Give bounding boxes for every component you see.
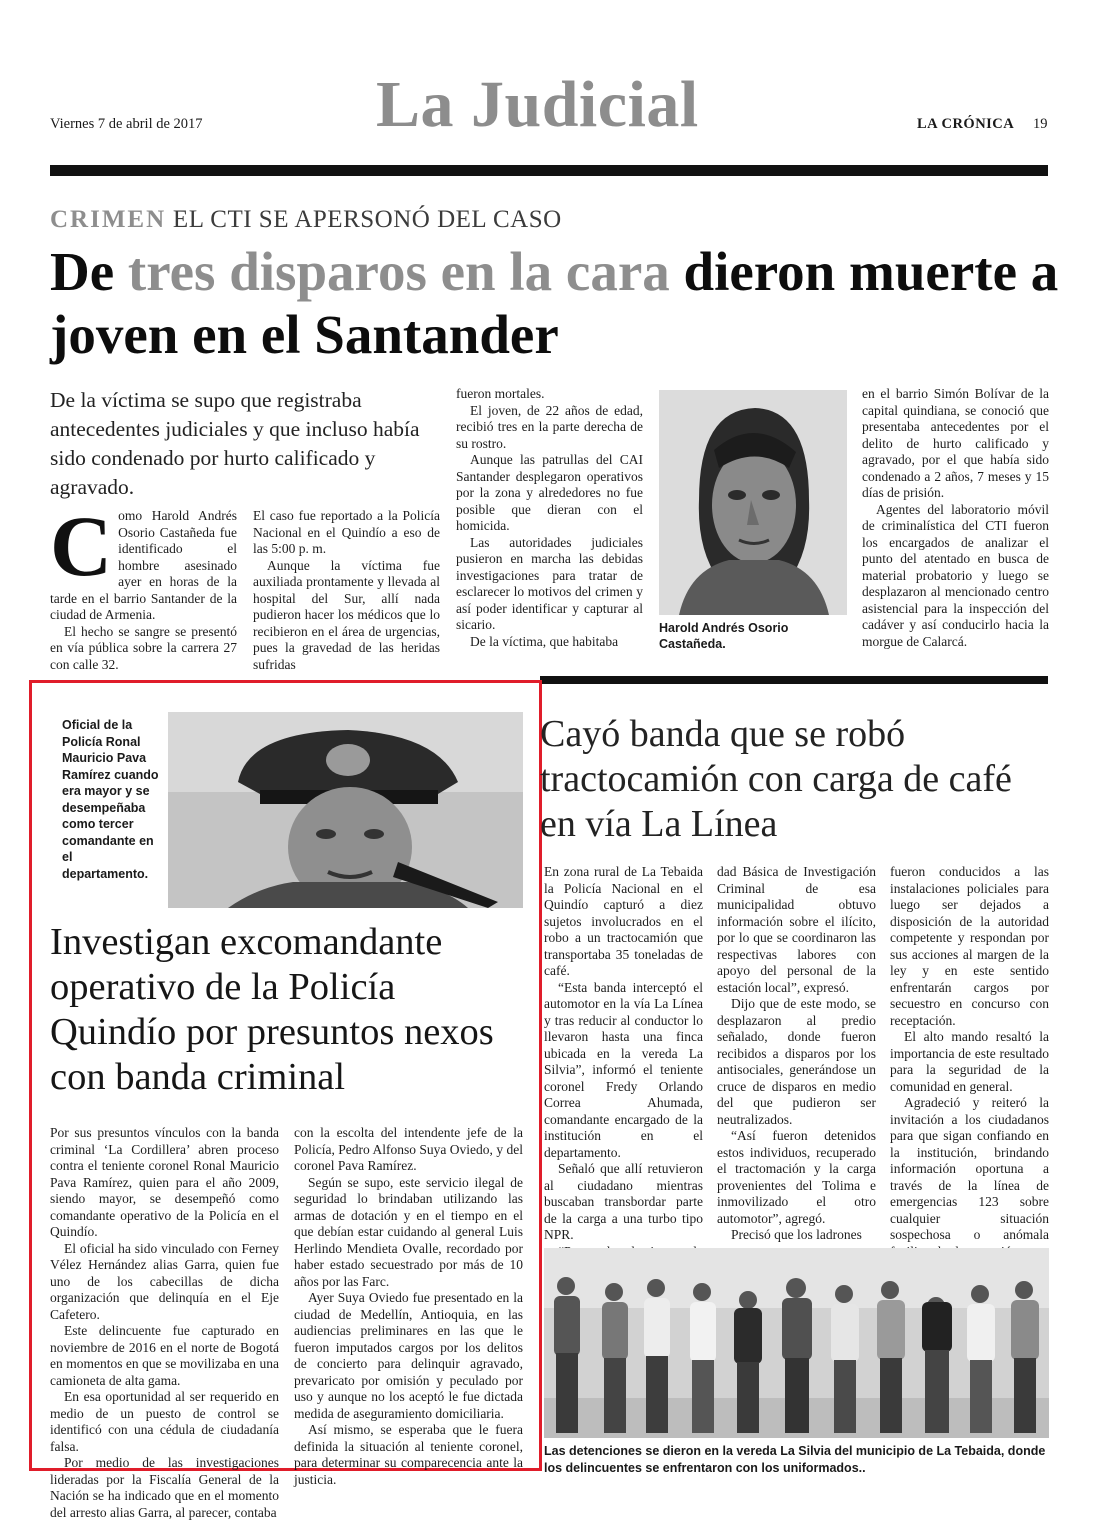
story3-column-2 xyxy=(717,864,876,1244)
story1-column-3 xyxy=(456,386,643,650)
paragraph: El joven, de 22 años de edad, recibió tres en la parte derecha de su rostro. xyxy=(456,402,643,451)
officer-portrait-image xyxy=(168,712,523,908)
paragraph: Así mismo, se esperaba que le fuera definida la situación al teniente coronel, para determinar su comparecencia ante la justicia. xyxy=(294,1422,523,1487)
issue-date: Viernes 7 de abril de 2017 xyxy=(50,116,203,132)
story1-column-4 xyxy=(862,386,1049,650)
story1-kicker xyxy=(50,206,562,234)
paragraph: El caso fue reportado a la Policía Nacional en el Quindío a eso de las 5:00 p. m. xyxy=(253,508,440,556)
paragraph: El hecho se sangre se presentó en vía pública sobre la carrera 27 con calle 32. xyxy=(50,623,237,672)
paragraph: Ayer Suya Oviedo fue presentado en la ciudad de Medellín, Antioquia, en las audiencias preliminares en las que le fueron imputados cargos por los delitos de concierto para delinquir agravado, prevaricato por omisión y peculado por uso y aunque no los aceptó le fue dictada medida de aseguramiento domiciliaria. xyxy=(294,1290,523,1421)
paragraph: “Esta banda interceptó el automotor en la vía La Línea y tras reducir al conductor lo llevaron hasta una finca ubicada en la vereda La Silvia”, informó el teniente coronel Fredy Orlando Correa Ahumada, comandante encargado de la institución en el departamento. xyxy=(544,979,703,1160)
paragraph: dad Básica de Investigación Criminal de esa municipalidad obtuvo información sobre el ilícito, por lo que se coordinaron las respectivas labores con apoyo del personal de la estación local”, expresó. xyxy=(717,864,876,995)
story1-headline xyxy=(50,240,1060,366)
story1-deck: De la víctima se supo que registraba antecedentes judiciales y que incluso había sido condenado por hurto calificado y agravado. xyxy=(50,388,420,499)
headline-highlight: tres disparos en la cara xyxy=(127,241,670,302)
story3-headline: Cayó banda que se robó tractocamión con carga de café en vía La Línea xyxy=(540,713,1012,845)
paragraph: en el barrio Simón Bolívar de la capital quindiana, se conoció que presentaba antecedentes por el delito de hurto calificado y agravado, por el que había sido condenado a 2 años, 7 meses y 15 días de prisión. xyxy=(862,386,1049,500)
officer-photo-caption: Oficial de la Policía Ronal Mauricio Pava Ramírez cuando era mayor y se desempeñaba como tercer comandante en el departamento. xyxy=(62,718,159,881)
paragraph: El oficial ha sido vinculado con Ferney Vélez Hernández alias Garra, quien fue uno de los cabecillas de dicha organización que delinquía en el Eje Cafetero. xyxy=(50,1240,279,1322)
page-number: 19 xyxy=(1033,116,1048,132)
story1-column-2 xyxy=(253,508,440,673)
officer-photo xyxy=(168,712,523,908)
story2-column-2 xyxy=(294,1125,523,1488)
paragraph: Por medio de las investigaciones lideradas por la Fiscalía General de la Nación se ha indicado que en el momento del arresto alias Garra, al parecer, contaba xyxy=(50,1455,279,1520)
paragraph: Según se supo, este servicio ilegal de seguridad lo brindaban utilizando las armas de dotación y en el tiempo en el que debían estar cuidando al general Luis Herlindo Mendieta Ovalle, recordado por haber estado secuestrado por más de 10 años por las Farc. xyxy=(294,1174,523,1289)
paragraph: Aunque las patrullas del CAI Santander desplegaron operativos por la zona y alrededores no fue posible que dieran con el homicida. xyxy=(456,452,643,533)
paragraph: Precisó que los ladrones xyxy=(731,1227,862,1242)
paragraph: Agradeció y reiteró la invitación a los ciudadanos para que sigan confiando en la institución, brindando información oportuna a través de la línea de emergencias 123 sobre cualquier situación sospechosa o anómala xyxy=(890,1095,1049,1242)
story1-column-1 xyxy=(50,498,237,673)
detainees-photo xyxy=(544,1248,1049,1438)
paragraph: Este delincuente fue capturado en noviembre de 2016 en el norte de Bogotá en momentos en que se movilizaba en una camioneta de alta gama. xyxy=(50,1323,279,1388)
paragraph: Señaló que allí retuvieron al ciudadano mientras buscaban transbordar parte de la carga a una turbo tipo NPR. xyxy=(544,1161,703,1242)
victim-photo xyxy=(659,390,847,615)
paragraph: Agentes del laboratorio móvil de criminalística del CTI fueron los encargados de analizar el punto del atentado en busca de material probatorio y luego se desplazaron al mencionado centro asistencial para la inspección del cadáver y así conducirlo hacia la morgue de Calarcá. xyxy=(862,501,1049,649)
section-rule xyxy=(540,676,1048,684)
story3-column-1 xyxy=(544,864,703,1277)
story2-column-1 xyxy=(50,1125,279,1521)
drop-cap: C xyxy=(50,498,113,594)
headline-part-1: De xyxy=(50,241,128,302)
paragraph: fueron mortales. xyxy=(456,386,545,401)
paragraph: “Así fueron detenidos estos individuos, recuperado el tractomación y la carga provenientes del Tolima e inmovilizado el otro automotor”, agregó. xyxy=(717,1128,876,1226)
story3-column-3 xyxy=(890,864,1049,1277)
paragraph: En zona rural de La Tebaida la Policía Nacional en el Quindío capturó a diez sujetos involucrados en el robo a un tractocamión que transportaba 35 toneladas de café. xyxy=(544,864,703,978)
kicker-category: CRIMEN xyxy=(50,206,167,233)
paragraph: El alto mando resaltó la importancia de este resultado para la seguridad de la comunidad en general. xyxy=(890,1029,1049,1094)
detainees-photo-caption: Las detenciones se dieron en la vereda La Silvia del municipio de La Tebaida, donde los delincuentes se enfrentaron con los uniformados.. xyxy=(544,1444,1046,1475)
story2-headline: Investigan excomandante operativo de la Policía Quindío por presuntos nexos con banda criminal xyxy=(50,921,494,1098)
newspaper-name: LA CRÓNICA xyxy=(917,116,1015,132)
victim-portrait-image xyxy=(659,390,847,615)
paragraph: En esa oportunidad al ser requerido en medio de un puesto de control se identificó con una cédula de ciudadanía falsa. xyxy=(50,1389,279,1454)
kicker-subtitle: EL CTI SE APERSONÓ DEL CASO xyxy=(172,206,562,233)
paragraph: omo Harold Andrés Osorio Castañeda fue identificado el hombre asesinado ayer en horas de la tarde en el barrio Santander de la ciudad de Armenia. xyxy=(50,508,237,622)
header-rule xyxy=(50,165,1048,176)
detainees-group-image xyxy=(544,1248,1049,1438)
section-title: La Judicial xyxy=(376,68,699,141)
paragraph: Dijo que de este modo, se desplazaron al predio señalado, donde fueron recibidos a disparos por los antisociales, generándose un cruce de disparos en medio del que pudieron ser neutralizados. xyxy=(717,996,876,1127)
victim-photo-caption: Harold Andrés Osorio Castañeda. xyxy=(659,621,789,651)
paragraph: De la víctima, que habitaba xyxy=(470,633,619,649)
paragraph: Las autoridades judiciales pusieron en marcha las debidas investigaciones para tratar de esclarecer lo motivos del crimen y así poder identificar y capturar al sicario. xyxy=(456,534,643,632)
paragraph: Aunque la víctima fue auxiliada prontamente y llevada al hospital del Sur, allí nada pudieron hacer los médicos que lo recibieron en el área de urgencias, pues la gravedad de las heridas sufridas xyxy=(253,557,440,672)
paragraph: con la escolta del intendente jefe de la Policía, Pedro Alfonso Suya Oviedo, y del coronel Pava Ramírez. xyxy=(294,1125,523,1173)
headline-part-2: dieron muerte a joven en el Santander xyxy=(50,241,1059,365)
paragraph: Por sus presuntos vínculos con la banda criminal ‘La Cordillera’ abren proceso contra el teniente coronel Ronal Mauricio Pava Ramírez, quien para el año 2009, siendo mayor, se desempeñó como comandante operativo de la Policía en el Quindío. xyxy=(50,1125,279,1239)
paragraph: fueron conducidos a las instalaciones policiales para luego ser dejados a disposición de la autoridad competente y respondan por sus acciones al margen de la ley y en este sentido enfrentarán cargos por secuestro en concurso con receptación. xyxy=(890,864,1049,1028)
